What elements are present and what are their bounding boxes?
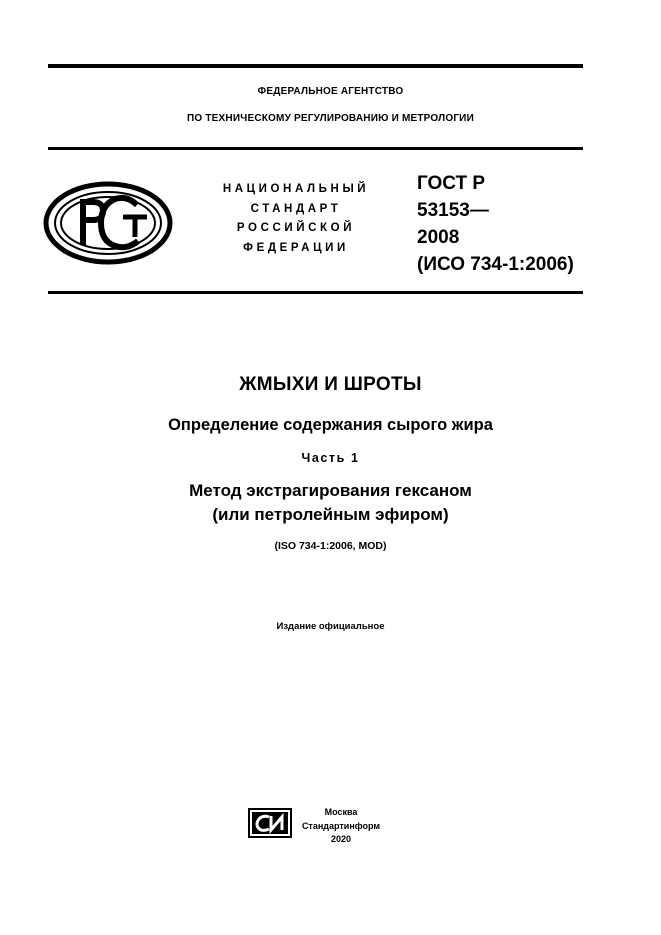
- document-title: ЖМЫХИ И ШРОТЫ: [239, 374, 422, 395]
- top-rule: [48, 64, 583, 68]
- national-standard-line-1: НАЦИОНАЛЬНЫЙ: [222, 183, 370, 195]
- designation-line-3: 2008: [417, 227, 460, 248]
- standartinform-logo-icon: [248, 808, 292, 838]
- rst-certification-mark-icon: [43, 181, 173, 265]
- agency-line-1: ФЕДЕРАЛЬНОЕ АГЕНТСТВО: [257, 86, 404, 97]
- method-title-line-2: (или петролейным эфиром): [212, 505, 449, 524]
- designation-line-4: (ИСО 734-1:2006): [417, 254, 574, 275]
- header-rule-top: [48, 147, 583, 150]
- header-rule-bottom: [48, 291, 583, 294]
- edition-note: Издание официальное: [276, 621, 385, 632]
- publisher-name: Стандартинформ: [301, 820, 381, 831]
- document-subtitle: Определение содержания сырого жира: [168, 416, 493, 434]
- method-title-line-1: Метод экстрагирования гексаном: [189, 481, 472, 500]
- publisher-city: Москва: [324, 807, 358, 817]
- publisher-year: 2020: [330, 834, 352, 844]
- method-title: [0, 479, 661, 527]
- designation-line-1: ГОСТ Р: [417, 173, 486, 194]
- part-label: Часть 1: [301, 451, 360, 465]
- designation-line-2: 53153—: [417, 200, 489, 221]
- agency-line-2: ПО ТЕХНИЧЕСКОМУ РЕГУЛИРОВАНИЮ И МЕТРОЛОГИИ: [187, 113, 474, 124]
- publisher-info: [296, 806, 386, 847]
- national-standard-line-2: СТАНДАРТ: [250, 202, 342, 215]
- national-standard-label: [200, 180, 392, 258]
- standard-designation: [417, 170, 617, 278]
- iso-reference: (ISO 734-1:2006, MOD): [274, 540, 387, 552]
- national-standard-line-3: РОССИЙСКОЙ: [236, 222, 356, 234]
- national-standard-line-4: ФЕДЕРАЦИИ: [243, 241, 349, 254]
